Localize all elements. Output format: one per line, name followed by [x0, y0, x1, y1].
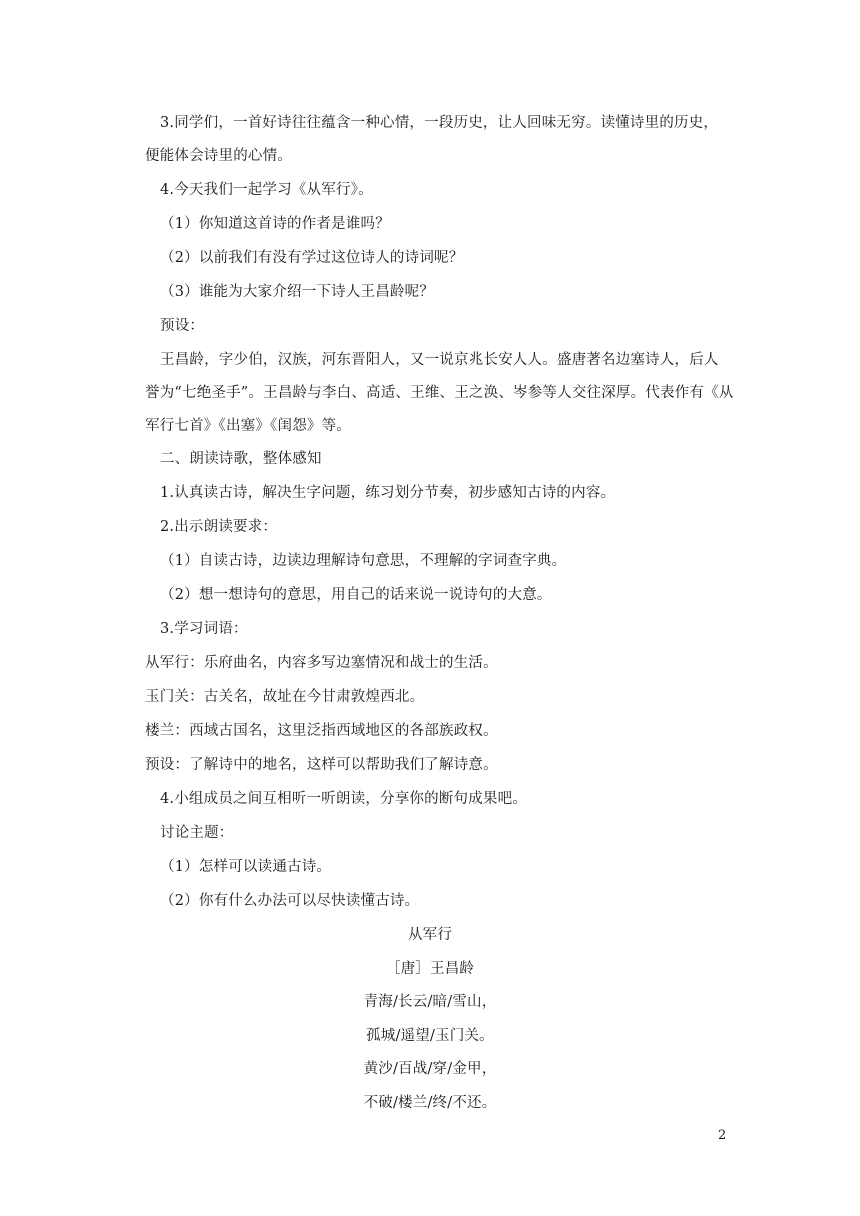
- paragraph: 讨论主题：: [160, 825, 234, 841]
- paragraph: 2.出示朗读要求：: [160, 519, 278, 535]
- paragraph: 楼兰：西域古国名，这里泛指西域地区的各部族政权。: [145, 723, 498, 739]
- paragraph: 4.小组成员之间互相听一听朗读，分享你的断句成果吧。: [160, 791, 528, 807]
- paragraph: （1）自读古诗，边读边理解诗句意思，不理解的字词查字典。: [160, 553, 567, 569]
- paragraph: 1.认真读古诗，解决生字问题，练习划分节奏，初步感知古诗的内容。: [160, 485, 616, 501]
- paragraph: （2）想一想诗句的意思，用自己的话来说一说诗句的大意。: [160, 587, 552, 603]
- paragraph: 3.同学们，一首好诗往往蕴含一种心情，一段历史，让人回味无穷。读懂诗里的历史，: [160, 115, 719, 131]
- paragraph: （2）以前我们有没有学过这位诗人的诗词呢？: [160, 250, 464, 266]
- paragraph: 誉为“七绝圣手”。王昌龄与李白、高适、王维、王之涣、岑参等人交往深厚。代表作有《从: [145, 385, 734, 401]
- paragraph: 玉门关：古关名，故址在今甘肃敦煌西北。: [145, 689, 425, 705]
- poem-title: 从军行: [407, 927, 453, 943]
- poem-line: 孤城/遥望/玉门关。: [366, 1028, 494, 1044]
- paragraph: 便能体会诗里的心情。: [145, 148, 292, 164]
- paragraph: （3）谁能为大家介绍一下诗人王昌龄呢？: [160, 284, 435, 300]
- poem-author: ［唐］王昌龄: [385, 961, 475, 977]
- poem-line: 青海/长云/暗/雪山，: [363, 994, 497, 1010]
- paragraph: 预设：了解诗中的地名，这样可以帮助我们了解诗意。: [145, 757, 498, 773]
- paragraph: 3.学习词语：: [160, 621, 248, 637]
- paragraph: （2）你有什么办法可以尽快读懂古诗。: [160, 893, 420, 909]
- paragraph: 4.今天我们一起学习《从军行》。: [160, 182, 373, 198]
- poem-line: 不破/楼兰/终/不还。: [363, 1095, 497, 1111]
- paragraph: 军行七首》《出塞》《闺怨》等。: [145, 418, 351, 434]
- page-number: 2: [718, 1128, 727, 1143]
- paragraph: 从军行：乐府曲名，内容多写边塞情况和战士的生活。: [145, 655, 498, 671]
- section-heading: 二、朗读诗歌，整体感知: [160, 451, 322, 467]
- paragraph: （1）怎样可以读通古诗。: [160, 859, 332, 875]
- poem-line: 黄沙/百战/穿/金甲，: [363, 1061, 497, 1077]
- paragraph: 预设：: [160, 318, 205, 334]
- paragraph: 王昌龄，字少伯，汉族，河东晋阳人，又一说京兆长安人人。盛唐著名边塞诗人，后人: [160, 352, 719, 368]
- paragraph: （1）你知道这首诗的作者是谁吗？: [160, 216, 390, 232]
